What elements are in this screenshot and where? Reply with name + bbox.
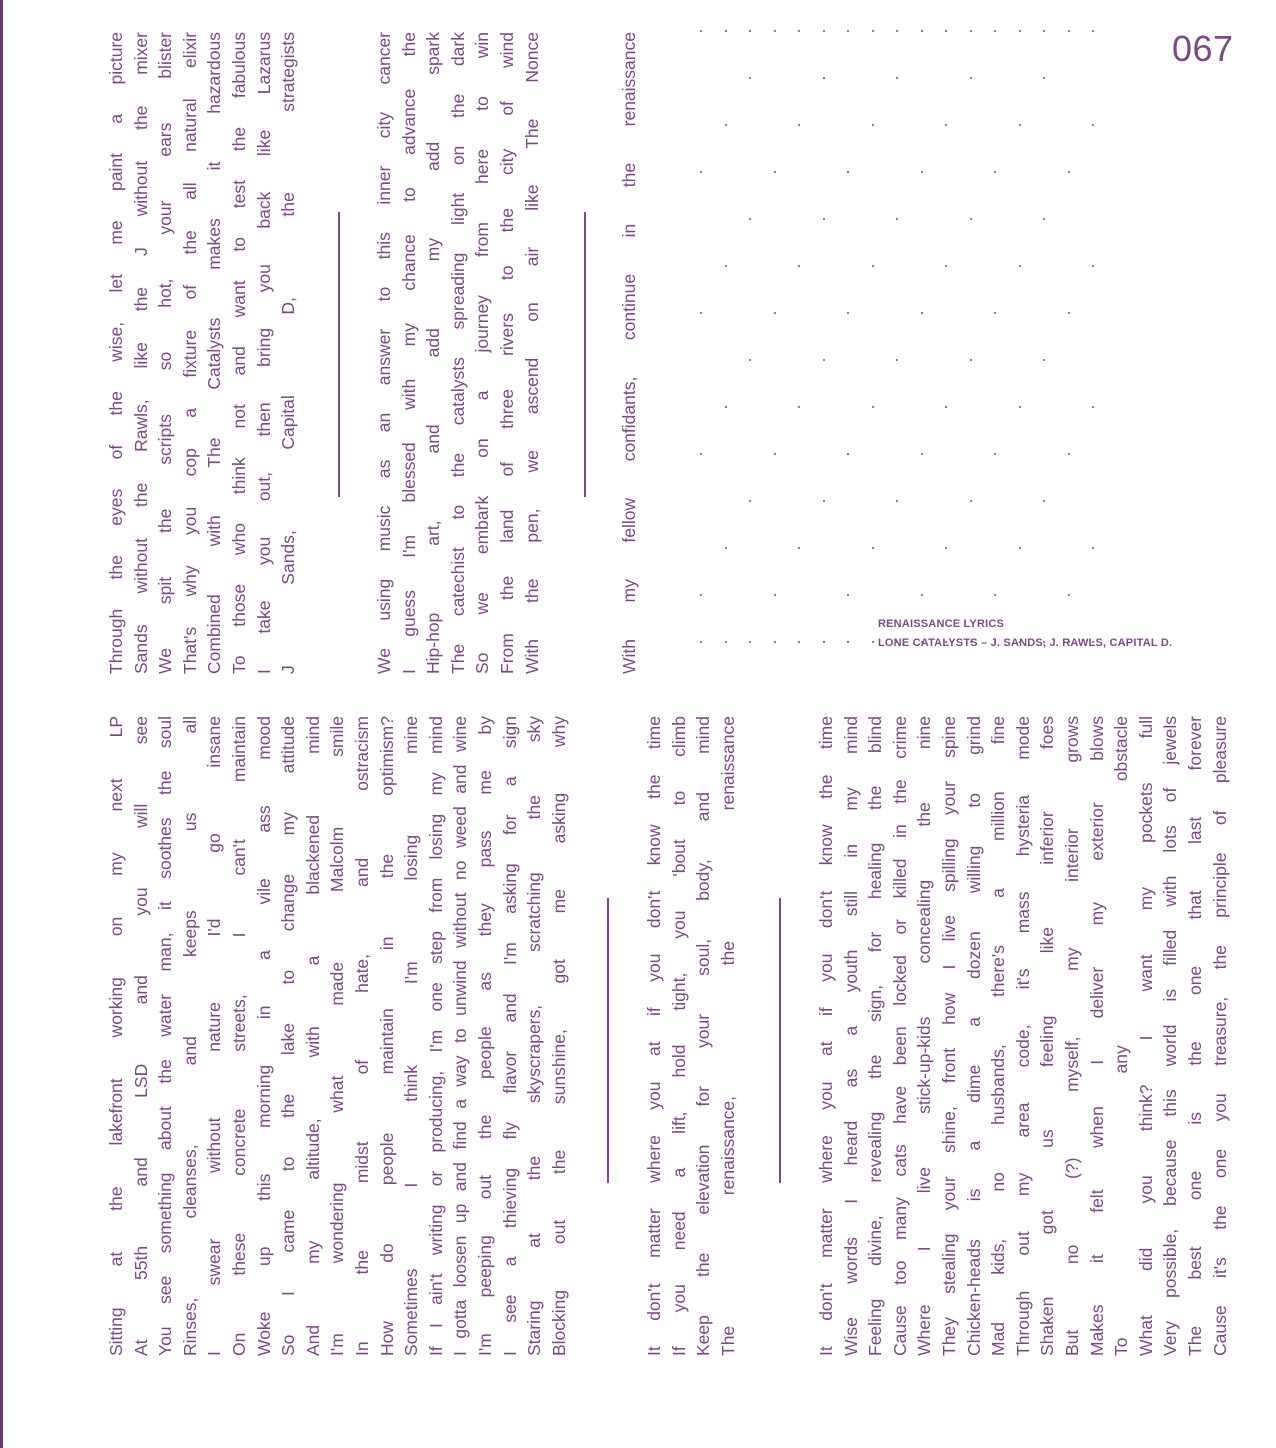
grid-dot xyxy=(945,265,947,267)
grid-dot xyxy=(847,30,849,32)
grid-dot xyxy=(1019,124,1021,126)
grid-dot xyxy=(749,641,751,643)
lyric-line: Very possible, because this world is filled with lots of jewels xyxy=(1160,716,1181,1356)
lyric-line: Cause too many cats have been locked or killed in the crime xyxy=(889,716,910,1356)
lyric-line: Through out my area code, it's mass hysteria mode xyxy=(1012,716,1033,1356)
grid-dot xyxy=(700,312,702,314)
credits-title: RENAISSANCE LYRICS xyxy=(878,618,1005,630)
grid-dot xyxy=(847,453,849,455)
lyric-line: On these concrete streets, I can't maintain xyxy=(228,716,249,1356)
grid-dot xyxy=(1043,359,1045,361)
grid-dot xyxy=(700,30,702,32)
stanza-divider xyxy=(338,212,340,497)
lyric-line: In the midst of hate, and ostracism xyxy=(351,716,372,1356)
grid-dot xyxy=(994,312,996,314)
grid-dot xyxy=(823,218,825,220)
grid-dot xyxy=(1043,218,1045,220)
grid-dot xyxy=(1092,124,1094,126)
grid-dot xyxy=(1043,30,1045,32)
lyric-line: Blocking out the sunshine, got me asking why xyxy=(548,716,569,1356)
grid-dot xyxy=(749,359,751,361)
grid-dot xyxy=(1043,77,1045,79)
grid-dot xyxy=(872,641,874,643)
lyric-line: From the land of three rivers to the city of wind xyxy=(496,32,517,674)
grid-dot xyxy=(945,30,947,32)
lyric-line: That's why you cop a fixture of the all natural elixir xyxy=(179,32,200,674)
grid-dot xyxy=(700,594,702,596)
grid-dot xyxy=(872,547,874,549)
grid-dot xyxy=(872,30,874,32)
grid-dot xyxy=(1068,30,1070,32)
lyric-line: If I ain't writing or producing, I'm one step from losing my mind xyxy=(425,716,446,1356)
grid-dot xyxy=(700,171,702,173)
grid-dot xyxy=(994,30,996,32)
grid-dot xyxy=(1043,500,1045,502)
lyric-line: Staring at the skyscrapers, scratching the sky xyxy=(524,716,545,1356)
grid-dot xyxy=(1019,265,1021,267)
grid-dot xyxy=(994,594,996,596)
lyric-line: Sitting at the lakefront working on my next LP xyxy=(106,716,126,1356)
lyric-line: But no (?) myself, my interior grows xyxy=(1061,716,1082,1356)
lyric-line: Sands without the Rawls, like the J without the mixer xyxy=(130,32,151,674)
grid-dot xyxy=(1068,594,1070,596)
grid-dot xyxy=(749,77,751,79)
grid-dot xyxy=(798,406,800,408)
grid-dot xyxy=(945,124,947,126)
grid-dot xyxy=(994,453,996,455)
lyric-line: So I came to the lake to change my attitude xyxy=(278,716,299,1356)
lyric-line: Woke up this morning in a vile ass mood xyxy=(253,716,274,1356)
grid-dot xyxy=(774,30,776,32)
stanza-outro-line xyxy=(617,32,642,674)
page-spine-edge xyxy=(0,0,3,1448)
grid-dot xyxy=(749,30,751,32)
lyric-line: It don't matter where you at if you don't know the time xyxy=(644,716,664,1356)
grid-dot xyxy=(823,500,825,502)
grid-dot xyxy=(1019,30,1021,32)
grid-dot xyxy=(872,406,874,408)
lyric-line: I see a thieving fly flavor and I'm asking for a sign xyxy=(499,716,520,1356)
lyric-line: What did you think? I want my pockets full xyxy=(1135,716,1156,1356)
stanza-divider xyxy=(584,212,586,497)
stanza-verse-3 xyxy=(104,716,571,1356)
grid-dot xyxy=(1092,547,1094,549)
grid-dot xyxy=(970,77,972,79)
grid-dot xyxy=(749,500,751,502)
lyric-line: Keep the elevation for your soul, body, and mind xyxy=(693,716,714,1356)
grid-dot xyxy=(945,406,947,408)
grid-dot xyxy=(725,406,727,408)
grid-dot xyxy=(970,359,972,361)
grid-dot xyxy=(1019,406,1021,408)
lyric-line: Rinses, cleanses, and keeps us all xyxy=(179,716,200,1356)
grid-dot xyxy=(823,77,825,79)
lyric-line: We spit the scripts so hot, your ears blister xyxy=(155,32,176,674)
lyric-line: Shaken got us feeling like inferior foes xyxy=(1037,716,1058,1356)
lyric-line: With the pen, we ascend on air like The Nonce xyxy=(521,32,542,674)
lyric-line: To any obstacle xyxy=(1111,716,1132,1356)
lyric-line: I'm peeping out the people as they pass me by xyxy=(474,716,495,1356)
lyric-line: The catechist to the catalysts spreading light on the dark xyxy=(447,32,468,674)
lyric-line: J Sands, Capital D, the strategists xyxy=(278,32,299,674)
lyric-line: We using music as an answer to this inner city cancer xyxy=(374,32,394,674)
lyric-line: The best one is the one that last forever xyxy=(1184,716,1205,1356)
grid-dot xyxy=(774,171,776,173)
stanza-verse-1 xyxy=(104,32,301,674)
lyric-line: To those who think not and want to test the fabulous xyxy=(228,32,249,674)
grid-dot xyxy=(896,359,898,361)
grid-dot xyxy=(798,30,800,32)
lyric-line: So we embark on a journey from here to win xyxy=(472,32,493,674)
lyric-line: I'm wondering what made Malcolm smile xyxy=(327,716,348,1356)
lyric-line: Feeling divine, revealing the sign, for healing the blind xyxy=(865,716,886,1356)
grid-dot xyxy=(970,30,972,32)
lyric-line: Combined with The Catalysts makes it hazardous xyxy=(204,32,225,674)
lyric-line: If you need a lift, hold tight, you 'bout to climb xyxy=(668,716,689,1356)
lyric-line: They stealing your shine, front how I live spilling your spine xyxy=(938,716,959,1356)
lyric-line: Chicken-heads is a dime a dozen willing to grind xyxy=(963,716,984,1356)
grid-dot xyxy=(774,453,776,455)
lyric-line: Hip-hop art, and add my add spark xyxy=(423,32,444,674)
decorative-dot-grid xyxy=(700,30,1120,670)
grid-dot xyxy=(921,453,923,455)
stanza-verse-4 xyxy=(814,716,1232,1356)
lyric-line: Sometimes I think I'm losing mine xyxy=(401,716,422,1356)
grid-dot xyxy=(1068,171,1070,173)
lyric-line: Mad kids, no husbands, there's a million fine xyxy=(988,716,1009,1356)
lyric-line: And my altitude, with a blackened mind xyxy=(302,716,323,1356)
stanza-divider xyxy=(607,898,609,1183)
lyric-line: Through the eyes of the wise, let me paint a picture xyxy=(106,32,126,674)
grid-dot xyxy=(774,312,776,314)
grid-dot xyxy=(921,171,923,173)
lyric-line: Makes it felt when I deliver my exterior blows xyxy=(1086,716,1107,1356)
grid-dot xyxy=(847,171,849,173)
lyric-line: It don't matter where you at if you don't know the time xyxy=(816,716,836,1356)
grid-dot xyxy=(994,171,996,173)
grid-dot xyxy=(725,265,727,267)
grid-dot xyxy=(1092,406,1094,408)
grid-dot xyxy=(1092,30,1094,32)
grid-dot xyxy=(896,30,898,32)
grid-dot xyxy=(896,500,898,502)
grid-dot xyxy=(896,218,898,220)
stanza-divider xyxy=(779,898,781,1183)
grid-dot xyxy=(823,359,825,361)
lyric-line: You see something about the water man, it soothes the soul xyxy=(155,716,176,1356)
grid-dot xyxy=(823,641,825,643)
grid-dot xyxy=(798,641,800,643)
grid-dot xyxy=(774,641,776,643)
grid-dot xyxy=(1068,312,1070,314)
lyric-line: The renaissance, the renaissance xyxy=(717,716,738,1356)
grid-dot xyxy=(921,312,923,314)
grid-dot xyxy=(798,124,800,126)
grid-dot xyxy=(896,77,898,79)
grid-dot xyxy=(798,547,800,549)
grid-dot xyxy=(1019,547,1021,549)
grid-dot xyxy=(1068,453,1070,455)
grid-dot xyxy=(798,265,800,267)
grid-dot xyxy=(970,500,972,502)
grid-dot xyxy=(970,218,972,220)
stanza-verse-2 xyxy=(372,32,544,674)
page-number: 067 xyxy=(1172,28,1234,69)
grid-dot xyxy=(872,265,874,267)
grid-dot xyxy=(823,30,825,32)
lyric-line: I take you out, then bring you back like Lazarus xyxy=(253,32,274,674)
grid-dot xyxy=(725,30,727,32)
grid-dot xyxy=(700,641,702,643)
grid-dot xyxy=(725,124,727,126)
lyric-line: At 55th and LSD and you will see xyxy=(130,716,151,1356)
credits-authors: LONE CATALYSTS – J. SANDS, J. RAWLS, CAPITAL D. xyxy=(878,637,1173,649)
grid-dot xyxy=(725,547,727,549)
lyric-line: I swear without nature I'd go insane xyxy=(204,716,225,1356)
stanza-chorus xyxy=(642,716,740,1356)
grid-dot xyxy=(749,218,751,220)
grid-dot xyxy=(847,594,849,596)
grid-dot xyxy=(872,124,874,126)
lyric-line: How do people maintain in the optimism? xyxy=(376,716,397,1356)
grid-dot xyxy=(847,312,849,314)
lyric-line: I gotta loosen up and find a way to unwind without no weed and wine xyxy=(450,716,471,1356)
lyric-line: Cause it's the one you treasure, the principle of pleasure xyxy=(1209,716,1230,1356)
lyric-line: Where I live stick-up-kids concealing the nine xyxy=(914,716,935,1356)
lyric-line: With my fellow confidants, continue in the renaissance xyxy=(619,32,639,674)
grid-dot xyxy=(921,30,923,32)
grid-dot xyxy=(1092,265,1094,267)
grid-dot xyxy=(847,641,849,643)
grid-dot xyxy=(725,641,727,643)
lyric-line: Wise words I heard as a youth still in my mind xyxy=(840,716,861,1356)
grid-dot xyxy=(774,594,776,596)
grid-dot xyxy=(945,547,947,549)
grid-dot xyxy=(700,453,702,455)
lyric-line: I guess I'm blessed with my chance to advance the xyxy=(398,32,419,674)
grid-dot xyxy=(921,594,923,596)
